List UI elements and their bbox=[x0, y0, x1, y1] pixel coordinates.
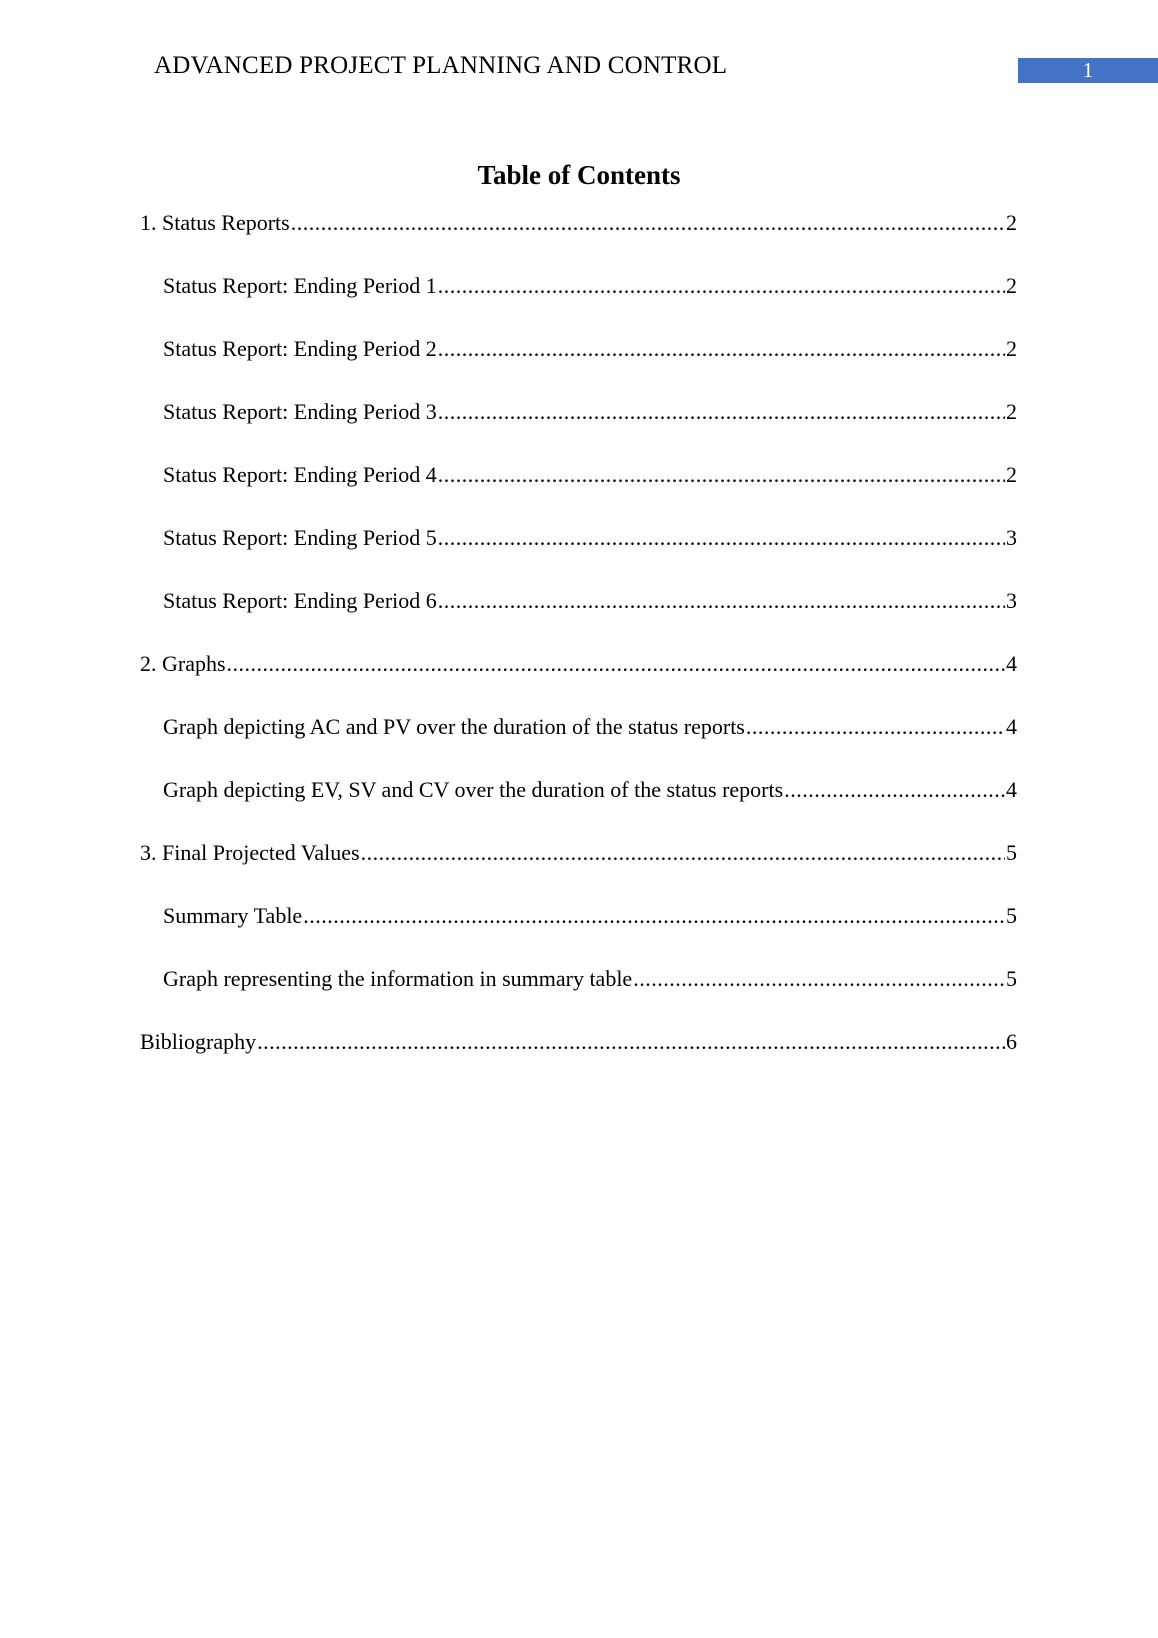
toc-entry-text: Status Report: Ending Period 1 bbox=[163, 273, 437, 298]
toc-page-number: 3 bbox=[1006, 525, 1017, 550]
toc-entry-status-reports[interactable] bbox=[140, 210, 1017, 236]
toc-entry-text: Graph representing the information in summary table bbox=[163, 966, 633, 991]
toc-entry-graph-ev-sv-cv[interactable] bbox=[163, 777, 1017, 803]
toc-entry-period-5[interactable] bbox=[163, 525, 1017, 551]
toc-entry-text: Status Report: Ending Period 4 bbox=[163, 462, 437, 487]
toc-dot-leader bbox=[303, 903, 1005, 929]
toc-entry-final-projected-values[interactable] bbox=[140, 840, 1017, 866]
toc-page-number: 5 bbox=[1006, 903, 1017, 928]
toc-dot-leader bbox=[257, 1029, 1005, 1055]
toc-entry-period-6[interactable] bbox=[163, 588, 1017, 614]
toc-entry-text: Summary Table bbox=[163, 903, 303, 928]
toc-entry-bibliography[interactable] bbox=[140, 1029, 1017, 1055]
toc-dot-leader bbox=[746, 714, 1005, 740]
toc-dot-leader bbox=[438, 273, 1005, 299]
toc-page-number: 2 bbox=[1006, 210, 1017, 235]
toc-entry-text: Status Report: Ending Period 6 bbox=[163, 588, 437, 613]
toc-page-number: 3 bbox=[1006, 588, 1017, 613]
toc-entry-summary-table[interactable] bbox=[163, 903, 1017, 929]
toc-page-number: 5 bbox=[1006, 966, 1017, 991]
toc-entry-text: Graph depicting AC and PV over the duration of the status reports bbox=[163, 714, 745, 739]
toc-dot-leader bbox=[291, 210, 1005, 236]
toc-entry-text: Bibliography bbox=[140, 1029, 257, 1054]
toc-dot-leader bbox=[438, 525, 1005, 551]
toc-dot-leader bbox=[784, 777, 1005, 803]
toc-dot-leader bbox=[633, 966, 1005, 992]
toc-entry-period-3[interactable] bbox=[163, 399, 1017, 425]
toc-page-number: 6 bbox=[1006, 1029, 1017, 1054]
toc-dot-leader bbox=[361, 840, 1005, 866]
toc-page-number: 4 bbox=[1006, 651, 1017, 676]
toc-page-number: 2 bbox=[1006, 399, 1017, 424]
toc-entry-period-1[interactable] bbox=[163, 273, 1017, 299]
toc-page-number: 4 bbox=[1006, 714, 1017, 739]
header-title: ADVANCED PROJECT PLANNING AND CONTROL bbox=[154, 52, 728, 79]
toc-dot-leader bbox=[438, 462, 1005, 488]
toc-entry-text: 2. Graphs bbox=[140, 651, 226, 676]
toc-page-number: 4 bbox=[1006, 777, 1017, 802]
toc-page-number: 5 bbox=[1006, 840, 1017, 865]
toc-entry-graph-ac-pv[interactable] bbox=[163, 714, 1017, 740]
toc-dot-leader bbox=[227, 651, 1005, 677]
toc-page-number: 2 bbox=[1006, 336, 1017, 361]
page-number-badge: 1 bbox=[1018, 58, 1158, 83]
toc-entry-period-4[interactable] bbox=[163, 462, 1017, 488]
toc-page-number: 2 bbox=[1006, 273, 1017, 298]
toc-dot-leader bbox=[438, 336, 1005, 362]
toc-entry-text: Graph depicting EV, SV and CV over the duration of the status reports bbox=[163, 777, 784, 802]
toc-entry-graphs[interactable] bbox=[140, 651, 1017, 677]
page-header bbox=[0, 0, 1158, 110]
toc-dot-leader bbox=[438, 588, 1005, 614]
toc-title: Table of Contents bbox=[477, 160, 681, 190]
toc-entry-text: Status Report: Ending Period 3 bbox=[163, 399, 437, 424]
toc-entry-text: Status Report: Ending Period 2 bbox=[163, 336, 437, 361]
toc-dot-leader bbox=[438, 399, 1005, 425]
toc-entry-graph-summary-table[interactable] bbox=[163, 966, 1017, 992]
toc-entry-text: 3. Final Projected Values bbox=[140, 840, 360, 865]
toc-entry-text: 1. Status Reports bbox=[140, 210, 290, 235]
toc-entry-text: Status Report: Ending Period 5 bbox=[163, 525, 437, 550]
toc-page-number: 2 bbox=[1006, 462, 1017, 487]
toc-entry-period-2[interactable] bbox=[163, 336, 1017, 362]
